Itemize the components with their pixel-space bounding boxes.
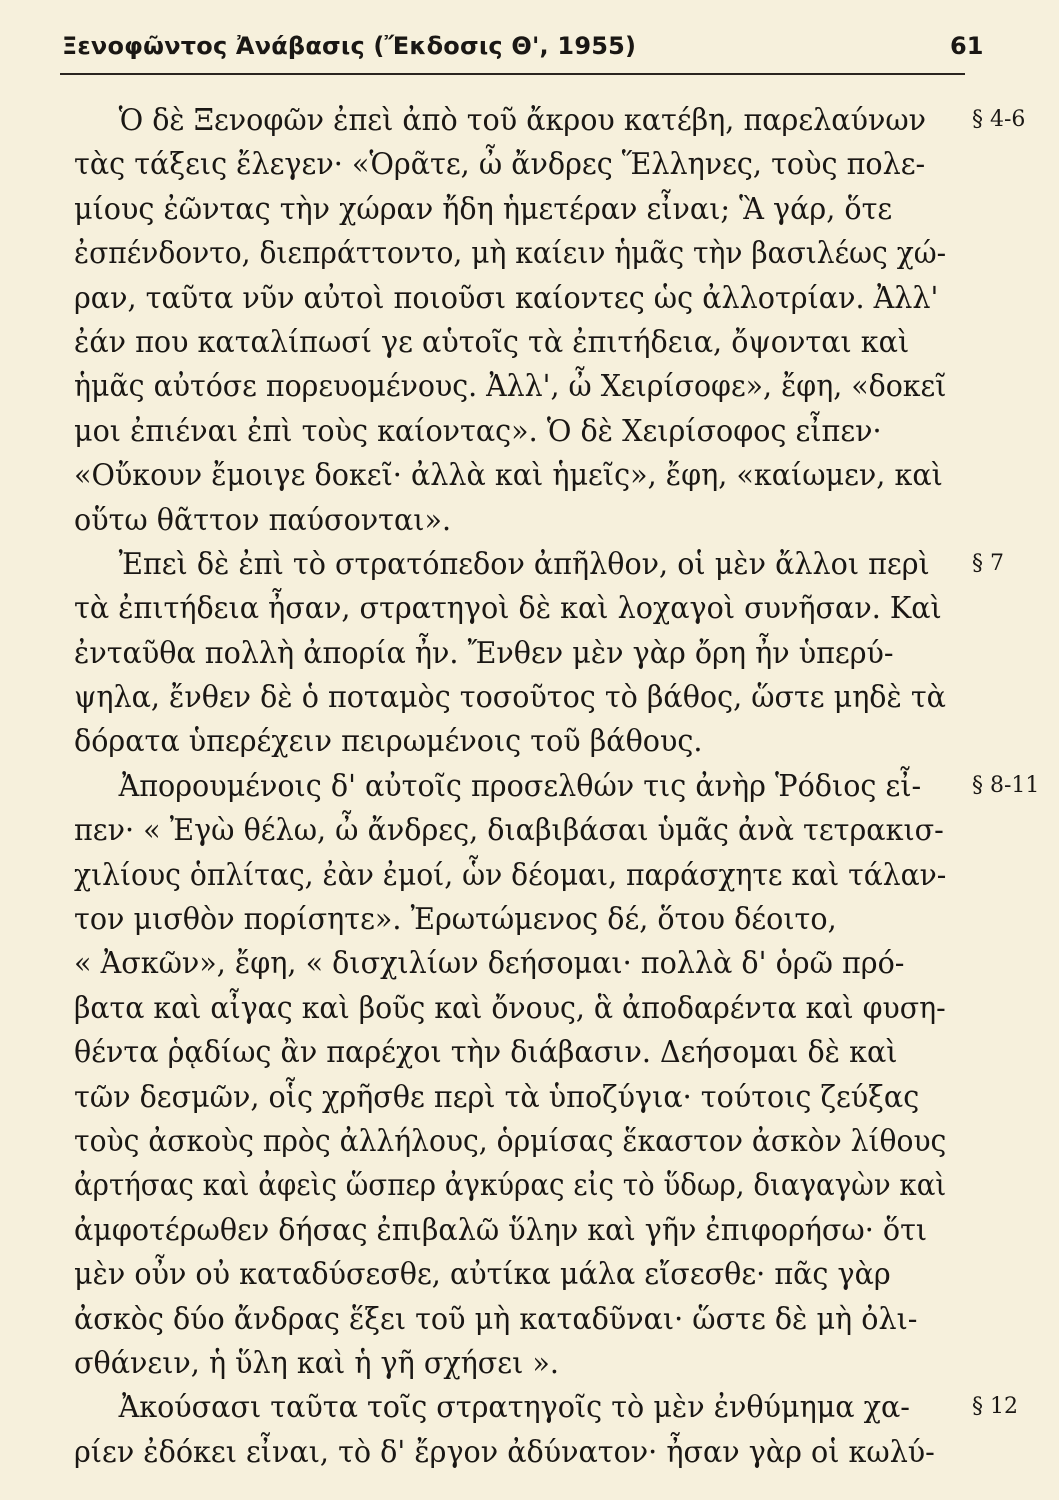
line-text: « Ἀσκῶν», ἔφη, « δισχιλίων δεήσομαι· πολλὰ δ' ὁρῶ πρό-: [74, 946, 905, 981]
line-text: πεν· « Ἐγὼ θέλω, ὦ ἄνδρες, διαβιβάσαι ὑμᾶς ἀνὰ τετρακισ-: [74, 813, 944, 848]
text-line: [74, 187, 974, 231]
text-line: [74, 142, 974, 186]
text-line: [74, 98, 1026, 142]
line-text: ἀσκὸς δύο ἄνδρας ἕξει τοῦ μὴ καταδῦναι· ὥστε δὲ μὴ ὀλι-: [74, 1301, 918, 1336]
page-number: 61: [950, 32, 984, 60]
line-text: μίους ἐῶντας τὴν χώραν ἤδη ἡμετέραν εἶναι; Ἃ γάρ, ὅτε: [74, 191, 893, 226]
line-text: Ὁ δὲ Ξενοφῶν ἐπεὶ ἀπὸ τοῦ ἄκρου κατέβη, παρελαύνων: [118, 103, 927, 137]
line-text: τοὺς ἀσκοὺς πρὸς ἀλλήλους, ὁρμίσας ἕκαστον ἀσκὸν λίθους: [74, 1123, 947, 1158]
text-line: [74, 853, 974, 897]
line-text: ἐνταῦθα πολλὴ ἀπορία ἦν. Ἔνθεν μὲν γὰρ ὄρη ἦν ὑπερύ-: [74, 635, 894, 670]
text-line: [74, 409, 974, 453]
text-line: [74, 1252, 974, 1296]
line-text: τῶν δεσμῶν, οἷς χρῆσθε περὶ τὰ ὑποζύγια· τούτοις ζεύξας: [74, 1079, 920, 1114]
section-marker: § 12: [972, 1394, 1018, 1420]
line-text: Ἀπορουμένοις δ' αὐτοῖς προσελθών τις ἀνὴρ Ῥόδιος εἶ-: [118, 768, 922, 803]
text-line: [74, 231, 974, 275]
text-line: [74, 1163, 974, 1207]
section-marker: § 8-11: [972, 772, 1040, 798]
line-text: ἀμφοτέρωθεν δήσας ἐπιβαλῶ ὕλην καὶ γῆν ἐπιφορήσω· ὅτι: [74, 1212, 928, 1247]
text-line: [74, 542, 1004, 586]
header-rule: [60, 73, 965, 75]
line-text: μὲν οὖν οὐ καταδύσεσθε, αὐτίκα μάλα εἴσεσθε· πᾶς γὰρ: [74, 1257, 891, 1292]
section-marker: § 7: [972, 550, 1004, 576]
text-line: [74, 586, 974, 630]
line-text: δόρατα ὑπερέχειν πειρωμένοις τοῦ βάθους.: [74, 724, 703, 759]
line-text: βατα καὶ αἶγας καὶ βοῦς καὶ ὄνους, ἃ ἀποδαρέντα καὶ φυση-: [74, 990, 946, 1025]
line-text: ρίεν ἐδόκει εἶναι, τὸ δ' ἔργον ἀδύνατον· ἦσαν γὰρ οἱ κωλύ-: [74, 1434, 935, 1469]
text-line: [74, 453, 974, 497]
line-text: «Οὔκουν ἔμοιγε δοκεῖ· ἀλλὰ καὶ ἡμεῖς», ἔφη, «καίωμεν, καὶ: [74, 458, 943, 493]
text-line: [74, 808, 974, 852]
text-line: [74, 1208, 974, 1252]
line-text: Ἀκούσασι ταῦτα τοῖς στρατηγοῖς τὸ μὲν ἐνθύμημα χα-: [118, 1390, 910, 1425]
text-line: [74, 276, 974, 320]
text-line: [74, 1385, 1018, 1429]
page-header: [0, 0, 1059, 90]
line-text: τὰ ἐπιτήδεια ἦσαν, στρατηγοὶ δὲ καὶ λοχαγοὶ συνῆσαν. Καὶ: [74, 591, 942, 626]
text-line: [74, 320, 974, 364]
line-text: μοι ἐπιέναι ἐπὶ τοὺς καίοντας». Ὁ δὲ Χειρίσοφος εἶπεν·: [74, 413, 882, 448]
text-line: [74, 1297, 974, 1341]
text-line: [74, 1075, 974, 1119]
text-line: [74, 675, 974, 719]
text-line: [74, 498, 974, 542]
line-text: ἡμᾶς αὐτόσε πορευομένους. Ἀλλ', ὦ Χειρίσοφε», ἔφη, «δοκεῖ: [74, 369, 947, 404]
line-text: σθάνειν, ἡ ὕλη καὶ ἡ γῆ σχήσει ».: [74, 1345, 559, 1380]
line-text: τὰς τάξεις ἔλεγεν· «Ὁρᾶτε, ὦ ἄνδρες Ἕλληνες, τοὺς πολε-: [74, 147, 926, 182]
text-line: [74, 1341, 974, 1385]
line-text: ραν, ταῦτα νῦν αὐτοὶ ποιοῦσι καίοντες ὡς ἀλλοτρίαν. Ἀλλ': [74, 280, 939, 315]
section-marker: § 4-6: [972, 107, 1026, 132]
line-text: τον μισθὸν πορίσητε». Ἐρωτώμενος δέ, ὅτου δέοιτο,: [74, 902, 837, 937]
text-line: [74, 941, 974, 985]
line-text: Ἐπεὶ δὲ ἐπὶ τὸ στρατόπεδον ἀπῆλθον, οἱ μὲν ἄλλοι περὶ: [118, 546, 930, 581]
line-text: ψηλα, ἔνθεν δὲ ὁ ποταμὸς τοσοῦτος τὸ βάθος, ὥστε μηδὲ τὰ: [74, 680, 946, 715]
line-text: χιλίους ὁπλίτας, ἐὰν ἐμοί, ὧν δέομαι, παράσχητε καὶ τάλαν-: [74, 857, 947, 892]
running-title: Ξενοφῶντος Ἀνάβασις (Ἔκδοσις Θ', 1955): [62, 32, 637, 60]
text-line: [74, 1030, 974, 1074]
text-line: [74, 364, 974, 408]
line-text: ἀρτήσας καὶ ἀφεὶς ὥσπερ ἀγκύρας εἰς τὸ ὕδωρ, διαγαγὼν καὶ: [74, 1168, 947, 1203]
line-text: ἐάν που καταλίπωσί γε αὑτοῖς τὰ ἐπιτήδεια, ὄψονται καὶ: [74, 324, 910, 359]
line-text: οὕτω θᾶττον παύσονται».: [74, 502, 452, 537]
text-line: [74, 1119, 974, 1163]
text-line: [74, 986, 974, 1030]
line-text: ἐσπένδοντο, διεπράττοντο, μὴ καίειν ἡμᾶς τὴν βασιλέως χώ-: [74, 236, 947, 271]
text-line: [74, 897, 974, 941]
body-text: [74, 98, 1040, 1474]
text-line: [74, 719, 974, 763]
line-text: θέντα ῥᾳδίως ἂν παρέχοι τὴν διάβασιν. Δεήσομαι δὲ καὶ: [74, 1035, 898, 1070]
text-line: [74, 764, 1040, 808]
text-line: [74, 1430, 974, 1474]
text-line: [74, 631, 974, 675]
